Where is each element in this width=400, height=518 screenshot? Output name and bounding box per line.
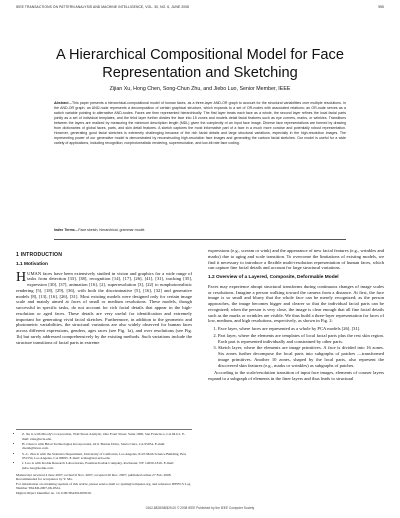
subsection-heading-overview: 1.2 Overview of a Layered, Composite, Deformable Model <box>208 275 339 280</box>
paper-authors: Zijian Xu, Hong Chen, Song-Chun Zhu, and Jiebo Luo, Senior Member, IEEE <box>109 86 291 92</box>
layer-list-item: 3. Sketch layer, where the elements are image primitives. A face is divided into 16 zones. Six zones further decompose the local parts into subgraphs of patches —transformed image primitives. Another 10 zones, shaped by the local parts, also represent the discovered skin features (e.g., marks or wrinkles) as subgraphs of patches. <box>218 345 384 368</box>
affiliation-item: • H. Chen is with Brion Technologies Incorporated, 4211 Burton Drive, Santa Clara, CA 95054. E-mail: chenh@brion.com. <box>22 442 192 451</box>
doi: Digital Object Identifier no. 10.1109/TPAMI.2008.50. <box>16 490 92 495</box>
subsection-heading-motivation: 1.1 Motivation <box>16 261 48 267</box>
running-header <box>16 5 384 9</box>
affiliation-list <box>16 432 192 471</box>
affiliation-item: • S.-C. Zhu is with the Statistics Department, University of California, Los Angeles, 8125 Math Science Building, Box 951554, Los Angeles, CA 90095. E-mail: sczhu@stat.ucla.edu. <box>22 452 192 461</box>
reprints-info: For information on obtaining reprints of this article, please send e-mail to: tpami@computer.org, and reference IEEECS Log Number TPAMI-2007-06-0324. <box>16 481 191 491</box>
index-terms <box>54 228 346 233</box>
section-heading-introduction: 1 INTRODUCTION <box>16 252 63 258</box>
recommended-by: Recommended for acceptance by Y. Ma. <box>16 477 73 482</box>
left-column <box>16 253 192 345</box>
layer-list-item: 2. Part layer, where the elements are templates of local facial parts plus the rest skin region. Each part is represented individually and constrained by other parts. <box>218 333 384 345</box>
index-terms-text: —Face sketch, hierarchical, grammar model. <box>74 228 146 232</box>
abstract-text: —This paper presents a hierarchical-compositional model of human faces, as a three-layer AND-OR graph to account for the structural variabilities over multiple resolutions. In the AND-OR graph, an AND-node represents a decomposition of certain graphical structure, which expands to a set of OR-nodes with associated relations; an OR-node serves as a switch variable pointing to alternative AND-nodes. Faces are then represented hierarchically: The first layer treats each face as a whole, the second layer refines the local facial parts jointly as a set of individual templates, and the third layer further divides the face into 15 zones and models detail facial features such as eye corners, marks, or wrinkles. Transitions between the layers are realized by measuring the minimum description length (MDL) given the complexity of an input face image. Diverse face representations are formed by drawing from dictionaries of global faces, parts, and skin detail features. A sketch captures the most informative part of a face in a much more concise and potentially robust representation. However, generating good facial sketches is extremely challenging because of the rich facial details and large structural variations, especially in the high-resolution images. The representing power of our generative model is demonstrated by reconstructing high-resolution face images and generating the cartoon facial sketches. Our model is useful for a wide variety of applications, including recognition, nonphotorealistic rendering, superresolution, and low-bit rate face coding. <box>54 101 346 146</box>
manuscript-received: Manuscript received 4 June 2007; revised 6 Nov. 2007; accepted 26 Dec. 2007; published online 27 Feb. 2008. <box>16 472 172 477</box>
intro-paragraph-text: UMAN faces have been extensively studied in vision and graphics for a wide range of tasks from detection [33], [38], recognition [14], [17], [26], [41], [31], tracking [35], expression [30], [37], animation [16], [2], superresolution [3], [22] to nonphotorealistic rendering [5], [18], [29], [36], with both the discriminative [5], [16], [32] and generative models [8], [13], [16], [26], [31]. Most existing models were designed only for certain image scale and mainly aimed at faces of small or medium resolutions. These models, though successful in specific tasks, do not account for rich facial details that appear in the high-resolution or aged faces. These details are very useful for identification and extremely important for generating vivid facial sketches. Furthermore, in addition to the geometric and photometric variabilities, the structural variations are also widely observed for human faces across different expressions, genders, ages races (see Fig. 1a), and over resolutions (see Fig. 1b) but rarely addressed comprehensively by the existing methods. Such variations include the structure transitions of facial parts in extreme <box>16 270 192 345</box>
abstract-label: Abstract <box>54 101 69 105</box>
drop-cap: H <box>16 269 27 285</box>
layer-list <box>208 326 384 368</box>
affiliation-item: • Z. Xu is with Moody's Corporation, Wall Street Analytic, One Front Street, Suite 1900, San Francisco, CA 94111. E-mail: zixu@ucla.edu. <box>22 432 192 441</box>
right-paragraph-3: According to the scale/resolution transition of input face images, elements of coarser layers expand to a subgraph of elements in the finer layers and thus leads to structural <box>208 370 384 381</box>
layer-list-item: 1. Face layer, where faces are represented as a whole by PCA models [26], [31]. <box>218 326 384 332</box>
abstract-divider <box>54 239 346 240</box>
paper-title: A Hierarchical Compositional Model for Face Representation and Sketching <box>56 47 344 81</box>
right-paragraph-2: Faces may experience abrupt structural transforms during continuous changes of image scales or resolutions. Imagine a person walking toward the camera from a distance. At first, the face image is so small and blurry that the whole face can be merely recognized; as the person approaches, the image becomes bigger and clearer so that the individual facial parts can be recognized; when the person is very close, the image is clear enough that all fine facial details such as the marks or wrinkles are visible. We thus build a three-layer representation for faces of low, medium, and high resolutions, respectively, as shown in Fig. 2: <box>208 283 384 324</box>
page-number: 955 <box>378 5 384 9</box>
affiliation-item: • J. Luo is with Kodak Research Laboratories, Eastman Kodak Company, Rochester, NY 14650-1816. E-mail: jiebo.luo@kodak.com. <box>22 461 192 470</box>
running-header-journal: IEEE TRANSACTIONS ON PATTERN ANALYSIS AND MACHINE INTELLIGENCE, VOL. 30, NO. 6, JUNE 2008 <box>16 5 190 9</box>
right-paragraph-1: expressions (e.g., scream or wink) and the appearance of new facial features (e.g., wrinkles and marks) due to aging and scale transition. To overcome the limitations of existing models, we find it necessary to introduce a flexible multi-resolution representation of human faces, which can capture fine facial details and account for large structural variations. <box>208 248 384 271</box>
index-terms-label: Index Terms <box>54 228 75 232</box>
right-column <box>208 248 384 382</box>
copyright-footer: 0162-8828/08/$25.00 © 2008 IEEE Published by the IEEE Computer Society <box>145 506 255 510</box>
intro-paragraph <box>16 271 192 346</box>
footnotes <box>16 429 192 496</box>
abstract <box>54 101 346 146</box>
